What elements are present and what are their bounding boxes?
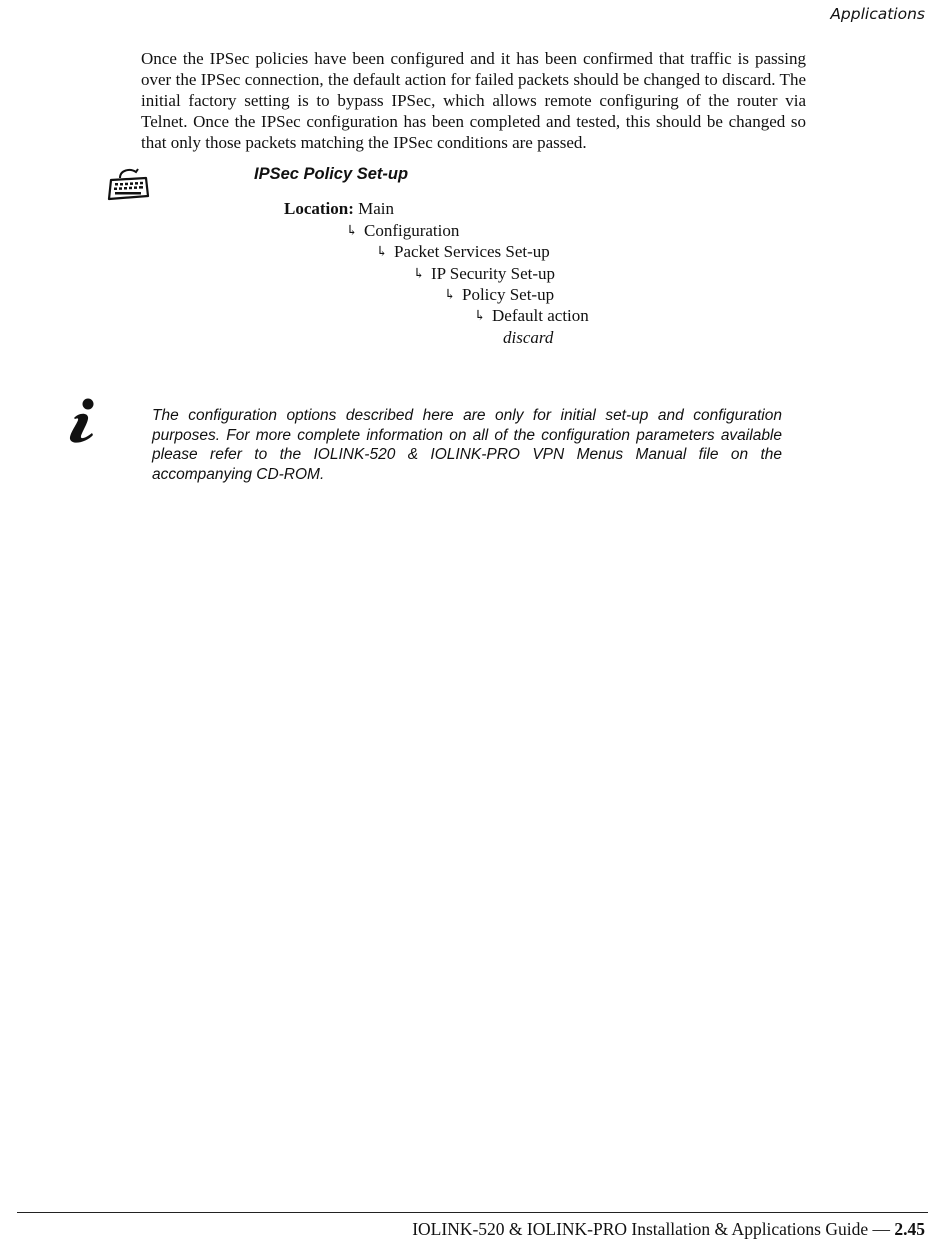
page-number: 2.45 <box>894 1219 925 1239</box>
hooked-arrow-icon: ↳ <box>413 266 425 282</box>
hooked-arrow-icon: ↳ <box>376 245 388 260</box>
guide-title: IOLINK-520 & IOLINK-PRO Installation & Applications Guide <box>412 1219 869 1239</box>
menu-path-item: ↳ IP Security Set-up <box>413 263 556 283</box>
menu-root: Main <box>358 199 395 218</box>
information-icon <box>62 396 102 446</box>
menu-path-item: ↳ Configuration <box>346 220 460 240</box>
setting-value: discard <box>503 327 554 347</box>
running-header: Applications <box>830 5 925 23</box>
menu-path-item: ↳ Default action <box>474 306 589 325</box>
keyboard-icon <box>106 166 150 202</box>
info-note: The configuration options described here are only for initial set-up and configuration purposes. For more complete information on all of the configuration parameters available please refer to the IOLINK-520 & IOLINK-PRO VPN Menus Manual file on the accompanying CD-ROM. <box>152 407 782 483</box>
hooked-arrow-icon: ↳ <box>346 223 358 239</box>
page-footer <box>412 1219 925 1240</box>
footer-separator: — <box>872 1219 890 1239</box>
menu-path-item: ↳ Policy Set-up <box>444 285 555 304</box>
hooked-arrow-icon: ↳ <box>474 309 486 324</box>
menu-path-item: ↳ Packet Services Set-up <box>376 242 550 261</box>
menu-location-row <box>284 198 394 219</box>
footer-rule <box>17 1212 928 1213</box>
location-label: Location: <box>284 199 354 218</box>
procedure-heading: IPSec Policy Set-up <box>254 165 409 183</box>
intro-paragraph: Once the IPSec policies have been configured and it has been confirmed that traffic is passing over the IPSec connection, the default action for failed packets should be changed to discard. The initial factory setting is to bypass IPSec, which allows remote configuring of the router via Telnet. Once the IPSec configuration has been completed and tested, this should be changed so that only those packets matching the IPSec conditions are passed. <box>141 49 806 152</box>
hooked-arrow-icon: ↳ <box>444 288 456 303</box>
